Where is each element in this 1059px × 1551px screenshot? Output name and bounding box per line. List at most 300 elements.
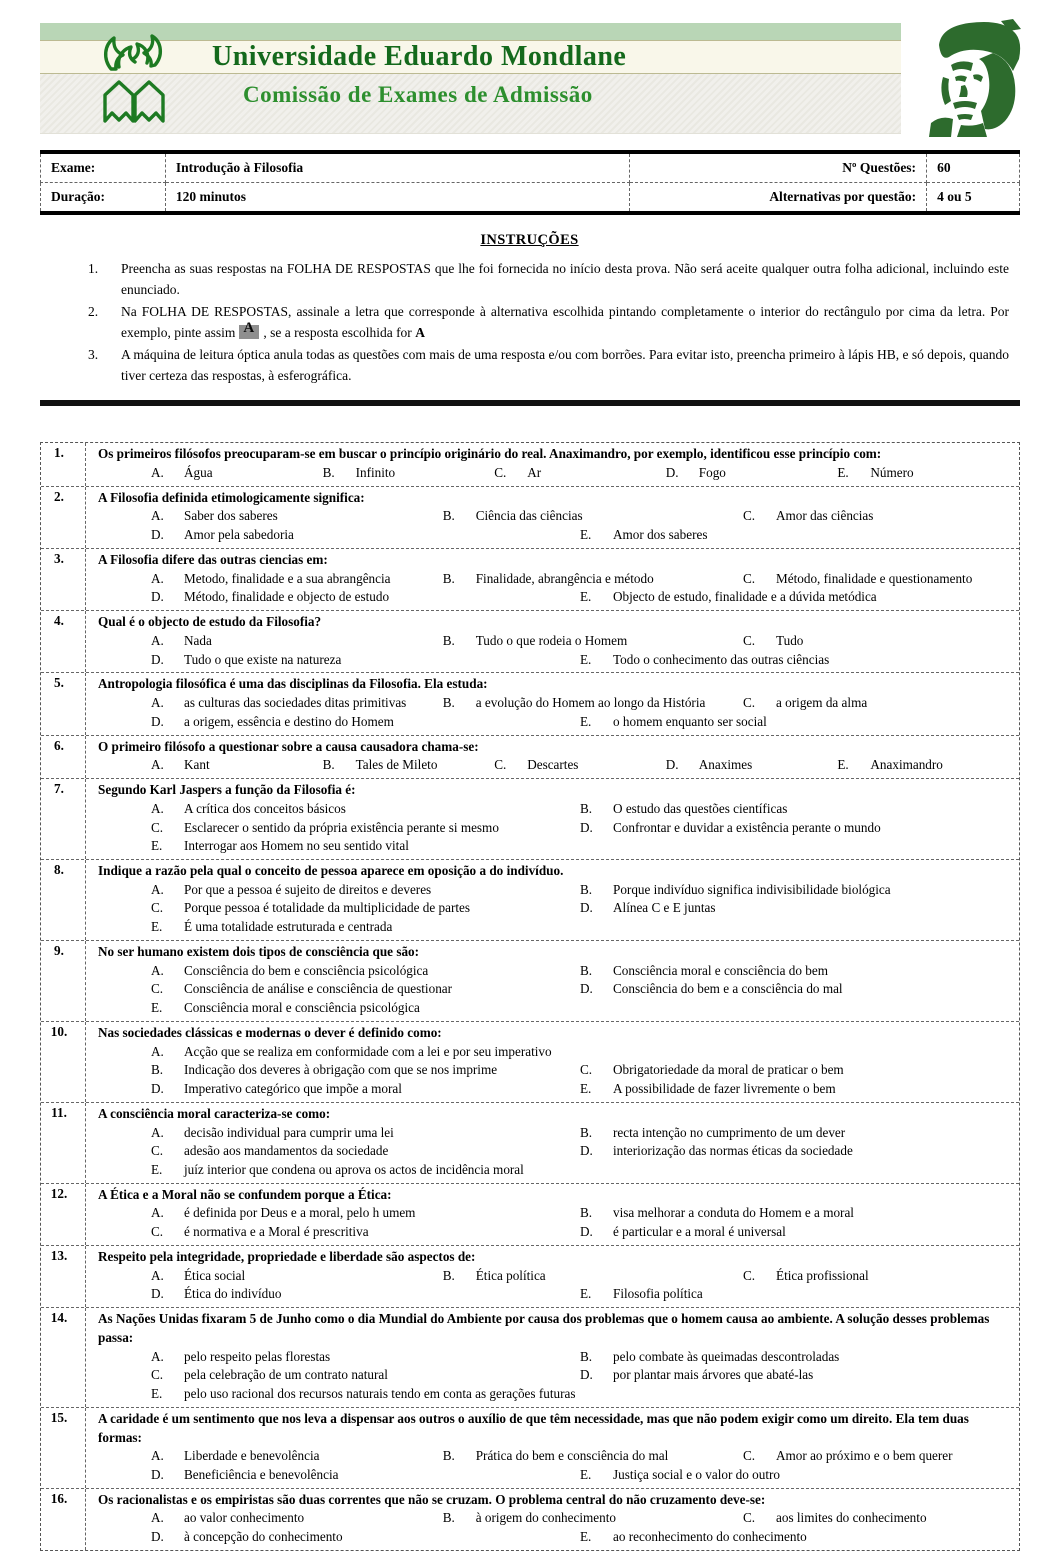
instruction-item-2 — [88, 301, 1009, 343]
question-number: 5. — [41, 673, 86, 734]
option-letter: A. — [151, 757, 164, 773]
option-d — [151, 1285, 580, 1304]
option-letter: D. — [151, 1286, 164, 1302]
option-letter: C. — [743, 1448, 756, 1464]
question-row — [41, 941, 1019, 1022]
option-text: Método, finalidade e objecto de estudo — [184, 589, 390, 605]
option-letter: B. — [442, 570, 455, 586]
question-stem: Qual é o objecto de estudo da Filosofia? — [98, 614, 322, 630]
option-text: Esclarecer o sentido da própria existência perante si mesmo — [184, 819, 499, 835]
option-text: Beneficiência e benevolência — [184, 1467, 339, 1482]
option-letter: E. — [151, 1161, 163, 1177]
question-cell — [86, 1103, 1019, 1183]
question-options — [98, 800, 1009, 856]
option-a — [151, 1267, 443, 1286]
info-value-alternativas: 4 ou 5 — [927, 183, 1020, 214]
question-stem: A Filosofia difere das outras ciencias em: — [98, 551, 328, 567]
option-row — [98, 1447, 1009, 1466]
option-d — [151, 1528, 580, 1547]
option-letter: B. — [442, 632, 455, 648]
option-letter: A. — [151, 962, 164, 978]
option-a — [151, 632, 443, 651]
option-a — [151, 1043, 1009, 1062]
question-cell — [86, 1022, 1019, 1102]
option-letter: D. — [580, 1224, 593, 1240]
question-stem: A consciência moral caracteriza-se como: — [98, 1105, 331, 1121]
question-cell — [86, 1184, 1019, 1245]
option-letter: C. — [494, 757, 507, 773]
option-d — [151, 651, 580, 670]
option-text: Nada — [184, 632, 212, 648]
option-text: Água — [184, 465, 213, 481]
option-text: Metodo, finalidade e a sua abrangência — [184, 570, 391, 586]
option-d — [151, 713, 580, 732]
option-text: Consciência moral e consciência psicológica — [184, 1000, 420, 1016]
option-letter: C. — [151, 1224, 164, 1240]
exam-info-table — [40, 150, 1020, 215]
question-number: 2. — [41, 487, 86, 548]
option-text: é particular e a moral é universal — [613, 1224, 786, 1240]
question-stem: No ser humano existem dois tipos de consciência que são: — [98, 943, 420, 959]
option-letter: C. — [151, 1143, 164, 1159]
question-number: 16. — [41, 1489, 86, 1550]
option-b — [443, 1447, 743, 1466]
option-letter: E. — [151, 1000, 163, 1016]
option-row — [98, 1528, 1009, 1547]
option-text: O estudo das questões científicas — [613, 800, 788, 816]
option-letter: A. — [151, 465, 164, 481]
info-label-alternativas: Alternativas por questão: — [630, 183, 927, 214]
question-number: 1. — [41, 443, 86, 485]
option-text: Ética profissional — [776, 1267, 869, 1283]
question-options — [98, 570, 1009, 607]
option-d — [151, 1466, 580, 1485]
instruction-item-3 — [88, 344, 1009, 386]
option-letter: C. — [743, 695, 756, 711]
option-letter: B. — [580, 1205, 593, 1221]
option-text: Confrontar e duvidar a existência perante o mundo — [613, 819, 881, 835]
question-number: 12. — [41, 1184, 86, 1245]
question-row — [41, 1408, 1019, 1489]
option-a — [151, 756, 323, 775]
option-e — [580, 1466, 1009, 1485]
exam-info-row — [41, 183, 1020, 214]
option-text: as culturas das sociedades ditas primitivas — [184, 695, 407, 711]
question-stem: A Filosofia definida etimologicamente significa: — [98, 489, 365, 505]
option-c — [151, 1366, 580, 1385]
info-value-duracao: 120 minutos — [165, 183, 629, 214]
option-text: adesão aos mandamentos da sociedade — [184, 1143, 389, 1159]
instructions-list — [88, 258, 1009, 386]
option-c — [151, 819, 580, 838]
option-row — [98, 962, 1009, 981]
option-d — [580, 1366, 1009, 1385]
question-cell — [86, 779, 1019, 859]
info-label-duracao: Duração: — [41, 183, 166, 214]
option-d — [580, 899, 1009, 918]
question-number: 15. — [41, 1408, 86, 1488]
option-text: Fogo — [698, 465, 726, 481]
option-row — [98, 526, 1009, 545]
option-letter: E. — [837, 465, 849, 481]
option-text: A crítica dos conceitos básicos — [184, 800, 346, 816]
option-c — [151, 1223, 580, 1242]
option-letter: D. — [151, 651, 164, 667]
question-cell — [86, 1489, 1019, 1550]
question-row — [41, 860, 1019, 941]
question-row — [41, 1489, 1019, 1550]
question-row — [41, 1308, 1019, 1408]
option-e — [151, 918, 1009, 937]
option-text: Anaximandro — [870, 757, 943, 773]
option-letter: C. — [151, 981, 164, 997]
option-letter: D. — [665, 465, 679, 481]
option-c — [151, 1142, 580, 1161]
option-row — [98, 800, 1009, 819]
question-stem: Antropologia filosófica é uma das disciplinas da Filosofia. Ela estuda: — [98, 676, 488, 692]
option-text: Justiça social e o valor do outro — [613, 1467, 781, 1482]
option-c — [743, 570, 1009, 589]
question-options — [98, 756, 1009, 775]
question-number: 3. — [41, 549, 86, 610]
option-letter: E. — [580, 1286, 592, 1302]
option-b — [323, 464, 495, 483]
option-c — [743, 507, 1009, 526]
option-text: ao valor conhecimento — [184, 1510, 305, 1526]
option-b — [443, 1267, 743, 1286]
question-row — [41, 1103, 1019, 1184]
question-row — [41, 1022, 1019, 1103]
option-a — [151, 464, 323, 483]
option-text: Número — [870, 465, 914, 481]
option-row — [98, 819, 1009, 838]
option-letter: B. — [151, 1062, 164, 1078]
option-letter: E. — [580, 1467, 592, 1482]
option-text: visa melhorar a conduta do Homem e a moral — [613, 1205, 854, 1221]
question-row — [41, 1246, 1019, 1308]
question-number: 9. — [41, 941, 86, 1021]
option-text: decisão individual para cumprir uma lei — [184, 1124, 394, 1140]
option-letter: A. — [151, 508, 164, 524]
option-row — [98, 713, 1009, 732]
option-letter: B. — [442, 695, 455, 711]
option-text: Consciência do bem e consciência psicológica — [184, 962, 429, 978]
option-letter: B. — [580, 800, 593, 816]
option-letter: C. — [743, 632, 756, 648]
option-text: Filosofia política — [613, 1286, 703, 1302]
question-row — [41, 1184, 1019, 1246]
instruction-text — [121, 301, 1009, 343]
option-text: Amor ao próximo e o bem querer — [776, 1448, 953, 1464]
option-d — [151, 526, 580, 545]
option-b — [580, 800, 1009, 819]
commission-subtitle: Comissão de Exames de Admissão — [243, 82, 593, 107]
question-options — [98, 694, 1009, 731]
option-text: por plantar mais árvores que abaté-las — [613, 1367, 814, 1383]
header-title-band — [40, 40, 1020, 74]
question-stem: As Nações Unidas fixaram 5 de Junho como o dia Mundial do Ambiente por causa dos problemas que o homem causa ao ambiente. A solução desses problemas passa: — [98, 1311, 990, 1345]
info-label-num-questoes: Nº Questões: — [630, 152, 927, 183]
option-letter: E. — [580, 713, 592, 729]
option-row — [98, 881, 1009, 900]
option-a — [151, 507, 443, 526]
option-row — [98, 1267, 1009, 1286]
option-letter: A. — [151, 881, 164, 897]
option-text: Amor das ciências — [776, 508, 874, 524]
question-number: 13. — [41, 1246, 86, 1307]
option-letter: A. — [151, 632, 164, 648]
option-c — [151, 899, 580, 918]
question-options — [98, 881, 1009, 937]
option-letter: C. — [151, 900, 164, 916]
option-row — [98, 756, 1009, 775]
question-number: 11. — [41, 1103, 86, 1183]
option-a — [151, 570, 443, 589]
option-row — [98, 694, 1009, 713]
option-text: pelo respeito pelas florestas — [184, 1348, 331, 1364]
question-cell — [86, 611, 1019, 672]
instruction-bold-letter: A — [415, 325, 425, 341]
option-text: Tudo o que rodeia o Homem — [475, 632, 628, 648]
option-letter: A. — [151, 1267, 164, 1283]
question-cell — [86, 549, 1019, 610]
info-value-num-questoes: 60 — [927, 152, 1020, 183]
option-e — [580, 526, 1009, 545]
option-text: juíz interior que condena ou aprova os actos de incidência moral — [184, 1161, 524, 1177]
instruction-number: 2. — [88, 304, 99, 320]
option-c — [743, 1509, 1009, 1528]
option-letter: C. — [743, 508, 756, 524]
option-row — [98, 632, 1009, 651]
option-row — [98, 1080, 1009, 1099]
option-letter: D. — [151, 1529, 164, 1545]
option-text: Ar — [527, 465, 542, 481]
option-row — [98, 1124, 1009, 1143]
option-text: Finalidade, abrangência e método — [475, 570, 654, 586]
option-b — [443, 632, 743, 651]
instruction-number: 3. — [88, 347, 99, 363]
option-text: Tudo — [776, 632, 804, 648]
option-text: Obrigatoriedade da moral de praticar o bem — [613, 1062, 844, 1078]
option-letter: E. — [580, 1081, 592, 1097]
instructions-title: INSTRUÇÕES — [480, 232, 579, 248]
option-row — [98, 1348, 1009, 1367]
option-row — [98, 1061, 1009, 1080]
option-letter: D. — [151, 527, 164, 543]
option-text: Consciência de análise e consciência de questionar — [184, 981, 453, 997]
option-row — [98, 837, 1009, 856]
option-letter: A. — [151, 1124, 164, 1140]
option-row — [98, 570, 1009, 589]
option-e — [151, 1161, 1009, 1180]
question-number: 4. — [41, 611, 86, 672]
option-letter: B. — [442, 1267, 455, 1283]
question-cell — [86, 673, 1019, 734]
option-row — [98, 1043, 1009, 1062]
option-b — [443, 1509, 743, 1528]
option-text: Objecto de estudo, finalidade e a dúvida metódica — [613, 589, 877, 605]
option-letter: E. — [580, 1529, 592, 1545]
option-e — [580, 1528, 1009, 1547]
question-stem: Os primeiros filósofos preocuparam-se em buscar o princípio originário do real. Anaximandro, por exemplo, identificou esse princípio com: — [98, 446, 882, 462]
option-a — [151, 800, 580, 819]
option-letter: B. — [322, 757, 335, 773]
option-letter: C. — [743, 570, 756, 586]
option-text: Por que a pessoa é sujeito de direitos e deveres — [184, 881, 432, 897]
question-options — [98, 1509, 1009, 1546]
option-b — [580, 1124, 1009, 1143]
option-b — [580, 962, 1009, 981]
option-b — [151, 1061, 580, 1080]
option-row — [98, 1223, 1009, 1242]
option-d — [151, 588, 580, 607]
option-d — [580, 819, 1009, 838]
option-e — [580, 713, 1009, 732]
option-a — [151, 1124, 580, 1143]
option-e — [580, 1285, 1009, 1304]
option-e — [580, 588, 1009, 607]
option-text: Porque pessoa é totalidade da multiplicidade de partes — [184, 900, 471, 916]
header-green-band — [40, 23, 1020, 40]
question-number: 14. — [41, 1308, 86, 1407]
option-text: Alínea C e E juntas — [613, 900, 716, 916]
option-a — [151, 694, 443, 713]
question-row — [41, 673, 1019, 735]
question-options — [98, 1043, 1009, 1099]
questions-table — [40, 442, 1020, 1551]
option-row — [98, 1285, 1009, 1304]
option-row — [98, 1142, 1009, 1161]
question-number: 10. — [41, 1022, 86, 1102]
option-letter: A. — [151, 695, 164, 711]
option-text: pela celebração de um contrato natural — [184, 1367, 388, 1383]
option-row — [98, 918, 1009, 937]
option-letter: E. — [580, 589, 592, 605]
option-row — [98, 651, 1009, 670]
option-d — [151, 1080, 580, 1099]
option-text: Infinito — [355, 465, 396, 481]
option-letter: E. — [151, 919, 163, 935]
exam-info-row — [41, 152, 1020, 183]
option-b — [323, 756, 495, 775]
question-cell — [86, 1308, 1019, 1407]
question-cell — [86, 1246, 1019, 1307]
option-c — [494, 756, 666, 775]
option-letter: D. — [151, 1081, 164, 1097]
option-row — [98, 464, 1009, 483]
option-text: a origem da alma — [776, 695, 868, 711]
option-e — [580, 1080, 1009, 1099]
info-label-exame: Exame: — [41, 152, 166, 183]
question-stem: Respeito pela integridade, propriedade e liberdade são aspectos de: — [98, 1248, 476, 1264]
option-d — [666, 756, 838, 775]
option-c — [743, 1267, 1009, 1286]
uem-logo-icon — [97, 29, 169, 127]
option-e — [151, 837, 1009, 856]
option-row — [98, 507, 1009, 526]
question-stem: A caridade é um sentimento que nos leva a dispensar aos outros o auxílio de que têm necessidade, mas que não podem exigir como um direito. Ela tem duas formas: — [98, 1410, 969, 1445]
option-text: o homem enquanto ser social — [613, 713, 767, 729]
option-letter: C. — [743, 1510, 756, 1526]
question-options — [98, 1204, 1009, 1241]
option-text: é definida por Deus e a moral, pelo h umem — [184, 1205, 416, 1221]
instruction-text-before: Na FOLHA DE RESPOSTAS, assinale a letra que corresponde à alternativa escolhida pintando completamente o interior do rectângulo por cima da letra. Por exemplo, pinte assim — [121, 304, 1009, 341]
option-e — [837, 464, 1009, 483]
option-c — [580, 1061, 1009, 1080]
option-d — [580, 1223, 1009, 1242]
option-letter: A. — [151, 570, 164, 586]
option-letter: A. — [151, 1510, 164, 1526]
option-letter: A. — [151, 800, 164, 816]
option-letter: C. — [494, 465, 507, 481]
option-c — [743, 632, 1009, 651]
mondlane-portrait — [901, 19, 1041, 139]
option-text: é normativa e a Moral é prescritiva — [184, 1224, 369, 1240]
option-a — [151, 1348, 580, 1367]
option-text: Tudo o que existe na natureza — [184, 651, 342, 667]
instruction-number: 1. — [88, 261, 99, 276]
option-letter: B. — [322, 465, 335, 481]
option-text: Kant — [184, 757, 210, 773]
question-stem: Nas sociedades clássicas e modernas o dever é definido como: — [98, 1024, 442, 1040]
option-text: Indicação dos deveres à obrigação com que se nos imprime — [184, 1062, 498, 1078]
question-row — [41, 443, 1019, 486]
option-a — [151, 1204, 580, 1223]
option-text: Ética social — [184, 1267, 246, 1283]
option-letter: E. — [837, 757, 849, 773]
question-stem: Segundo Karl Jaspers a função da Filosofia é: — [98, 782, 356, 798]
question-row — [41, 736, 1019, 779]
painted-answer-letter: A — [243, 320, 255, 337]
question-cell — [86, 443, 1019, 485]
question-number: 8. — [41, 860, 86, 940]
option-text: Anaximes — [698, 757, 753, 773]
option-letter: D. — [151, 589, 164, 605]
option-e — [151, 999, 1009, 1018]
option-letter: D. — [580, 819, 593, 835]
option-letter: D. — [580, 1367, 593, 1383]
instruction-item-1 — [88, 258, 1009, 300]
question-number: 7. — [41, 779, 86, 859]
option-text: à origem do conhecimento — [475, 1510, 616, 1526]
option-text: Ética do indivíduo — [184, 1286, 282, 1302]
option-letter: E. — [580, 527, 592, 543]
question-options — [98, 1267, 1009, 1304]
option-text: a origem, essência e destino do Homem — [184, 713, 394, 729]
option-a — [151, 1447, 443, 1466]
option-text: Consciência do bem e a consciência do mal — [613, 981, 843, 997]
question-cell — [86, 860, 1019, 940]
question-options — [98, 1348, 1009, 1404]
option-a — [151, 881, 580, 900]
option-text: A possibilidade de fazer livremente o bem — [613, 1081, 836, 1097]
question-options — [98, 962, 1009, 1018]
question-stem: O primeiro filósofo a questionar sobre a causa causadora chama-se: — [98, 738, 479, 754]
option-text: Método, finalidade e questionamento — [776, 570, 973, 586]
option-c — [743, 694, 1009, 713]
option-row — [98, 1509, 1009, 1528]
option-text: Amor dos saberes — [613, 527, 708, 543]
option-b — [580, 1348, 1009, 1367]
option-text: Interrogar aos Homem no seu sentido vital — [184, 838, 409, 854]
question-cell — [86, 736, 1019, 778]
question-options — [98, 1447, 1009, 1484]
option-text: Tales de Mileto — [355, 757, 438, 773]
option-letter: D. — [151, 713, 164, 729]
option-text: ao reconhecimento do conhecimento — [613, 1529, 807, 1545]
painted-answer-example-box — [239, 320, 259, 339]
option-a — [151, 962, 580, 981]
